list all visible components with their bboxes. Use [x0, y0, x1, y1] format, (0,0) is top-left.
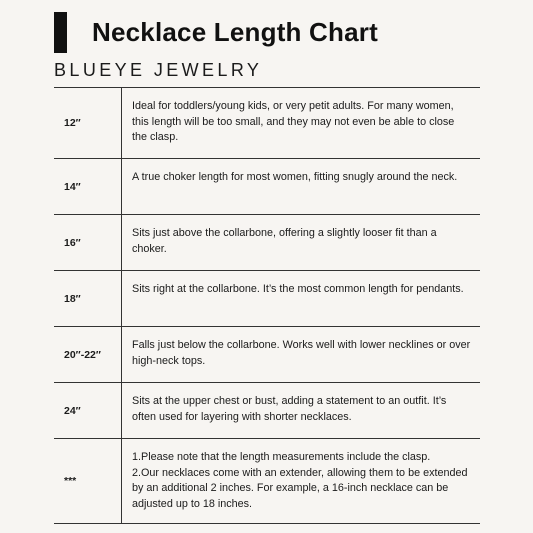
- table-row: [54, 439, 480, 524]
- length-cell: 24″: [54, 383, 122, 438]
- table-row: [54, 215, 480, 271]
- description-cell: Falls just below the collarbone. Works well with lower necklines or over high-neck tops.: [132, 339, 471, 367]
- table-row: [54, 271, 480, 327]
- description-cell: A true choker length for most women, fitting snugly around the neck.: [132, 171, 458, 183]
- description-cell: Sits at the upper chest or bust, adding a statement to an outfit. It’s often used for layering with shorter necklaces.: [132, 395, 447, 423]
- page-title: Necklace Length Chart: [92, 17, 378, 47]
- brand-name: BLUEYE JEWELRY: [54, 60, 263, 80]
- description-cell: Ideal for toddlers/young kids, or very petit adults. For many women, this length will be too small, and they may not even be able to close the clasp.: [132, 100, 455, 143]
- notes-cell: 1.Please note that the length measurements include the clasp. 2.Our necklaces come with an extender, allowing them to be extended by an additional 2 inches. For example, a 16-inch necklace can be adjusted up to 18 inches.: [132, 451, 468, 510]
- length-table: [54, 87, 480, 524]
- length-cell: 20″-22″: [54, 327, 122, 382]
- table-row: [54, 159, 480, 215]
- title-accent-bar: [54, 12, 67, 53]
- description-cell: Sits just above the collarbone, offering a slightly looser fit than a choker.: [132, 227, 437, 255]
- length-cell: 14″: [54, 159, 122, 214]
- length-cell: 18″: [54, 271, 122, 326]
- length-cell: 16″: [54, 215, 122, 270]
- table-row: [54, 88, 480, 159]
- table-row: [54, 383, 480, 439]
- description-cell: Sits right at the collarbone. It’s the most common length for pendants.: [132, 283, 464, 295]
- table-row: [54, 327, 480, 383]
- length-cell: 12″: [54, 88, 122, 158]
- length-cell: ***: [54, 439, 122, 523]
